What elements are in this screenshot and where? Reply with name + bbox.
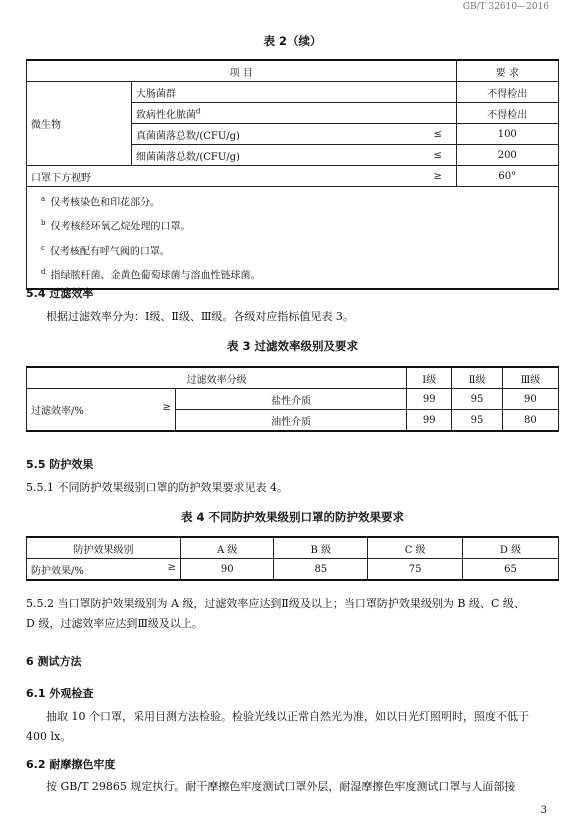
table3-cell: 95 <box>452 389 503 410</box>
table2-row-val: 100 <box>456 124 558 145</box>
table4-cell: 85 <box>274 559 368 581</box>
section-6-heading: 6 测试方法 <box>26 655 82 668</box>
table3-medium: 油性介质 <box>176 410 407 432</box>
table3-cell: 99 <box>407 389 452 410</box>
table2-view-sym: ≥ <box>430 166 457 187</box>
table2-note: $^b$ 仅考核经环氧乙烷处理的口罩。 <box>41 219 191 233</box>
page-number: 3 <box>540 805 547 816</box>
section-5-5-2-line2: D 级，过滤效率应达到Ⅲ级及以上。 <box>26 617 203 630</box>
table2-group: 微生物 <box>27 82 132 166</box>
table2-row-val: 不得检出 <box>456 82 558 103</box>
table2-row-val: 200 <box>456 145 558 166</box>
table2-row-val: 不得检出 <box>456 103 558 124</box>
table4-head: D 级 <box>463 537 559 559</box>
section-5-5-1-text: 5.5.1 不同防护效果级别口罩的防护效果要求见表 4。 <box>26 481 288 494</box>
table3-row-label: 过滤效率/% ≥ <box>27 389 176 432</box>
table4 <box>26 536 559 581</box>
table2-row-sym: ≤ <box>430 145 457 166</box>
table2-row-sym: ≤ <box>430 124 457 145</box>
table3-head: Ⅲ级 <box>502 367 558 389</box>
table3-cell: 99 <box>407 410 452 432</box>
table4-cell: 75 <box>368 559 463 581</box>
table2-head-req: 要 求 <box>456 60 558 82</box>
table4-cell: 90 <box>181 559 274 581</box>
table3-medium: 盐性介质 <box>176 389 407 410</box>
table3-title: 表 3 过滤效率级别及要求 <box>226 339 358 353</box>
table4-head: B 级 <box>274 537 368 559</box>
section-6-1-heading: 6.1 外观检查 <box>26 687 94 700</box>
page-header: GB/T 32610—2016 <box>462 2 549 12</box>
table2-head-item: 项 目 <box>27 60 457 82</box>
table3-head: 过滤效率分级 <box>27 367 407 389</box>
section-5-5-heading: 5.5 防护效果 <box>26 458 94 471</box>
table2-note: $^c$ 仅考核配有呼气阀的口罩。 <box>41 243 170 257</box>
table2-row-sym <box>430 82 457 103</box>
table2 <box>26 59 559 290</box>
section-6-1-line2: 400 lx。 <box>26 730 72 743</box>
table2-view-val: 60° <box>456 166 558 187</box>
table2-title: 表 2（续） <box>263 34 322 48</box>
table2-row-label: 真菌菌落总数/(CFU/g) <box>132 124 430 145</box>
section-5-5-2-line1: 5.5.2 当口罩防护效果级别为 A 级，过滤效率应达到Ⅱ级及以上；当口罩防护效果级别为 B 级、C 级、 <box>26 597 525 610</box>
table3-head: Ⅰ级 <box>407 367 452 389</box>
table4-head: C 级 <box>368 537 463 559</box>
section-6-2-text: 按 GB/T 29865 规定执行。耐干摩擦色牢度测试口罩外层，耐湿摩擦色牢度测试口罩与人面部接 <box>46 780 516 793</box>
table2-view-label: 口罩下方视野 <box>27 166 430 187</box>
section-5-4-heading: 5.4 过滤效率 <box>26 287 94 300</box>
table4-head: 防护效果级别 <box>27 537 181 559</box>
section-6-1-line1: 抽取 10 个口罩，采用目测方法检验。检验光线以正常自然光为准，如以日光灯照明时，照度不低于 <box>46 710 529 723</box>
section-6-2-heading: 6.2 耐摩擦色牢度 <box>26 758 116 771</box>
table3-head: Ⅱ级 <box>452 367 503 389</box>
table3-cell: 95 <box>452 410 503 432</box>
table2-row-sym <box>430 103 457 124</box>
table3 <box>26 366 559 432</box>
table3-cell: 80 <box>502 410 558 432</box>
table2-row-label: 细菌菌落总数/(CFU/g) <box>132 145 430 166</box>
table4-cell: 65 <box>463 559 559 581</box>
table3-cell: 90 <box>502 389 558 410</box>
table2-notes <box>27 187 559 290</box>
table4-row-label: 防护效果/% ≥ <box>27 559 181 581</box>
table4-title: 表 4 不同防护效果级别口罩的防护效果要求 <box>180 510 404 524</box>
table4-head: A 级 <box>181 537 274 559</box>
table2-row-label: 大肠菌群 <box>132 82 430 103</box>
table2-row-label: 致病性化脓菌$^d$ <box>132 103 430 124</box>
table2-note: $^d$ 指绿脓杆菌、金黄色葡萄球菌与溶血性链球菌。 <box>41 267 261 282</box>
section-5-4-text: 根据过滤效率分为：Ⅰ级、Ⅱ级、Ⅲ级。各级对应指标值见表 3。 <box>46 310 354 323</box>
table2-note: $^a$ 仅考核染色和印花部分。 <box>41 195 161 209</box>
